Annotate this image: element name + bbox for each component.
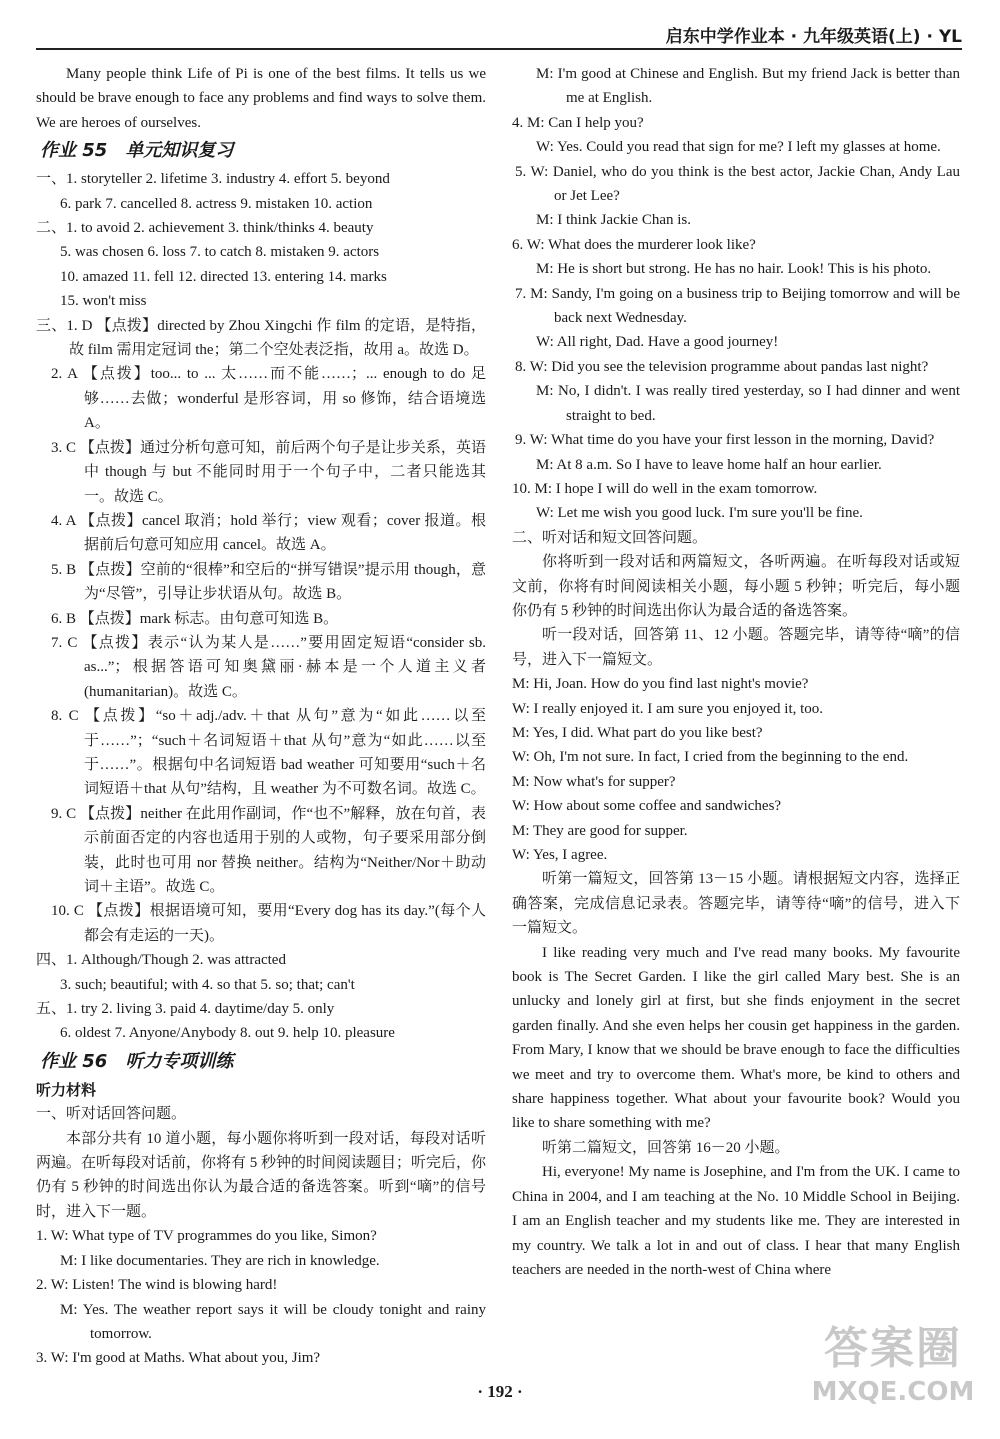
dialog-line: M: Hi, Joan. How do you find last night's movie? — [512, 676, 809, 693]
right-column — [512, 62, 960, 1282]
dialog-line: 1. W: What type of TV programmes do you like, Simon? — [36, 1228, 377, 1245]
explanation-item: 3. C 【点拨】通过分析句意可知，前后两个句子是让步关系，英语中 though 与 but 不能同时用于一个句子中，二者只能选其一。故选 C。 — [51, 439, 486, 505]
dialog-line: 9. W: What time do you have your first lesson in the morning, David? — [515, 432, 935, 449]
dialog-line: 2. W: Listen! The wind is blowing hard! — [36, 1277, 278, 1294]
dialog-line: 8. W: Did you see the television programme about pandas last night? — [515, 358, 929, 375]
answer-line: 二、1. to avoid 2. achievement 3. think/thinks 4. beauty — [36, 220, 374, 237]
page-number: · 192 · — [477, 1382, 523, 1401]
dialog-line: M: At 8 a.m. So I have to leave home half an hour earlier. — [536, 456, 882, 473]
dialog-line: M: They are good for supper. — [512, 822, 688, 839]
dialog-line: 5. W: Daniel, who do you think is the best actor, Jackie Chan, Andy Lau or Jet Lee? — [515, 163, 960, 205]
listening-material-title: 听力材料 — [36, 1080, 97, 1099]
dialog-line: W: Yes. Could you read that sign for me? I left my glasses at home. — [536, 139, 941, 156]
watermark-text: 答案圈 — [824, 1323, 962, 1374]
explanation-item: 7. C 【点拨】表示“认为某人是……”要用固定短语“consider sb. as...”；根据答语可知奥黛丽·赫本是一个人道主义者(humanitarian)。故选 C。 — [51, 634, 486, 700]
answer-line: 15. won't miss — [60, 293, 147, 310]
section-number: 作业 55 — [40, 140, 108, 162]
dialog-line: M: No, I didn't. I was really tired yesterday, so I had dinner and went straight to bed. — [536, 383, 960, 424]
part-one-instructions: 本部分共有 10 道小题，每小题你将听到一段对话，每段对话听两遍。在听每段对话前，你将有 5 秒钟的时间阅读题目；听完后，你仍有 5 秒钟的时间选出你认为最合适的备选答案。听到“嘀”的信号时，进入下一题。 — [36, 1130, 487, 1220]
dialog-line: W: I really enjoyed it. I am sure you enjoyed it, too. — [512, 700, 824, 717]
explanation-item: 10. C 【点拨】根据语境可知，要用“Every dog has its day.”(每个人都会有走运的一天)。 — [51, 903, 486, 944]
section-number: 作业 56 — [40, 1050, 108, 1072]
explanation-item: 8. C 【点拨】“so＋adj./adv.＋that 从句”意为“如此……以至于……”；“such＋名词短语＋that 从句”意为“如此……以至于……”。根据句中名词短语 bad weather 可知要用“such＋名词短语＋that 从句”结构，且 weather 为不可数名词。故选 C。 — [51, 708, 486, 798]
dialog-line: 3. W: I'm good at Maths. What about you, Jim? — [36, 1350, 321, 1367]
dialog-line: M: Yes, I did. What part do you like best? — [512, 724, 763, 741]
passage-one-text: I like reading very much and I've read many books. My favourite book is The Secret Garden. I like the girl called Mary best. She is an unlucky and lonely girl at first, but she finds enjoyment in the secret garden finally. And she even helps her cousin get happiness in the garden. From Mary, I know that we should be brave enough to face the difficulties we meet and try to overcome them. What's more, be kind to others and share happiness together. What about your favourite book? Would you like to share something with me? — [512, 944, 960, 1132]
explanation-item: 9. C 【点拨】neither 在此用作副词，作“也不”解释，放在句首，表示前面否定的内容也适用于别的人或物，句子要采用部分倒装，此时也可用 nor 替换 neither。结构为“Neither/Nor＋助动词＋主语”。故选 C。 — [51, 805, 486, 895]
dialog-line: W: Oh, I'm not sure. In fact, I cried from the beginning to the end. — [512, 749, 909, 766]
dialog-line: W: All right, Dad. Have a good journey! — [536, 334, 779, 351]
explanation-item: 三、1. D 【点拨】directed by Zhou Xingchi 作 film 的定语，是特指，故 film 需用定冠词 the；第二个空处表泛指，故用 a。故选 D。 — [36, 317, 486, 359]
section-title: 听力专项训练 — [125, 1050, 234, 1072]
dialog-line: 4. M: Can I help you? — [512, 114, 644, 131]
section-title: 单元知识复习 — [125, 140, 234, 162]
header-title: 启东中学作业本 · 九年级英语(上) · YL — [665, 27, 962, 47]
answer-line: 四、1. Although/Though 2. was attracted — [36, 952, 286, 969]
dialog-line: W: Yes, I agree. — [512, 847, 608, 863]
answer-line: 6. park 7. cancelled 8. actress 9. mistaken 10. action — [60, 195, 373, 212]
dialog-line: M: I think Jackie Chan is. — [536, 212, 691, 229]
dialog-line: 6. W: What does the murderer look like? — [512, 236, 756, 253]
dialog-line: M: I'm good at Chinese and English. But my friend Jack is better than me at English. — [536, 66, 960, 107]
answer-line: 3. such; beautiful; with 4. so that 5. so; that; can't — [60, 976, 355, 993]
explanation-item: 4. A 【点拨】cancel 取消；hold 举行；view 观看；cover 报道。根据前后句意可知应用 cancel。故选 A。 — [51, 512, 486, 554]
dialog-line: 7. M: Sandy, I'm going on a business trip to Beijing tomorrow and will be back next Wednesday. — [515, 285, 960, 327]
passage-one-instructions: 听第一篇短文，回答第 13－15 小题。请根据短文内容，选择正确答案，完成信息记录表。答题完毕，请等待“嘀”的信号，进入下一篇短文。 — [512, 871, 960, 937]
dialog-instructions: 听一段对话，回答第 11、12 小题。答题完毕，请等待“嘀”的信号，进入下一篇短文。 — [512, 627, 960, 668]
intro-paragraph: Many people think Life of Pi is one of the best films. It tells us we should be brave enough to face any problems and find ways to solve them. We are heroes of ourselves. — [36, 66, 486, 131]
part-two-instructions: 你将听到一段对话和两篇短文，各听两遍。在听每段对话或短文前，你将有时间阅读相关小题，每小题 5 秒钟；听完后，每小题你仍有 5 秒钟的时间选出你认为最合适的备选答案。 — [512, 554, 960, 619]
dialog-line: M: I like documentaries. They are rich in knowledge. — [60, 1252, 380, 1269]
section-heading-56 — [36, 1048, 486, 1076]
part-two-title: 二、听对话和短文回答问题。 — [512, 529, 708, 546]
section-heading-55 — [36, 137, 486, 165]
dialog-line: W: How about some coffee and sandwiches? — [512, 798, 782, 815]
dialog-line: M: Yes. The weather report says it will be cloudy tonight and rainy tomorrow. — [60, 1301, 486, 1342]
dialog-line: M: He is short but strong. He has no hair. Look! This is his photo. — [536, 261, 932, 278]
answer-line: 10. amazed 11. fell 12. directed 13. entering 14. marks — [60, 268, 387, 285]
watermark-url: MXQE.COM — [811, 1377, 975, 1407]
passage-two-instructions: 听第二篇短文，回答第 16－20 小题。 — [542, 1139, 790, 1156]
explanation-item: 2. A 【点拨】too... to ... 太……而不能……；... enough to do 足够……去做；wonderful 是形容词，用 so 修饰，结合语境选 A。 — [51, 366, 486, 432]
explanation-item: 6. B 【点拨】mark 标志。由句意可知选 B。 — [51, 610, 339, 627]
page-header — [36, 22, 962, 50]
watermark-logo — [808, 1321, 978, 1421]
dialog-line: M: Now what's for supper? — [512, 773, 676, 790]
passage-two-text: Hi, everyone! My name is Josephine, and I'm from the UK. I came to China in 2004, and I am teaching at the No. 10 Middle School in Beijing. I am an English teacher and my students like me. They are interested in my country. We talk a lot in and out of class. I hear that many English teachers are needed in the north-west of China where — [512, 1164, 960, 1278]
answer-line: 5. was chosen 6. loss 7. to catch 8. mistaken 9. actors — [60, 244, 380, 261]
dialog-line: 10. M: I hope I will do well in the exam tomorrow. — [512, 480, 818, 497]
answer-line: 五、1. try 2. living 3. paid 4. daytime/day 5. only — [36, 1001, 335, 1018]
explanation-item: 5. B 【点拨】空前的“很棒”和空后的“拼写错误”提示用 though，意为“尽管”，引导让步状语从句。故选 B。 — [51, 561, 486, 603]
left-column — [36, 62, 486, 1371]
answer-line: 6. oldest 7. Anyone/Anybody 8. out 9. help 10. pleasure — [60, 1025, 395, 1042]
dialog-line: W: Let me wish you good luck. I'm sure you'll be fine. — [536, 505, 863, 522]
answer-line: 一、1. storyteller 2. lifetime 3. industry 4. effort 5. beyond — [36, 171, 390, 188]
part-one-title: 一、听对话回答问题。 — [36, 1106, 187, 1123]
